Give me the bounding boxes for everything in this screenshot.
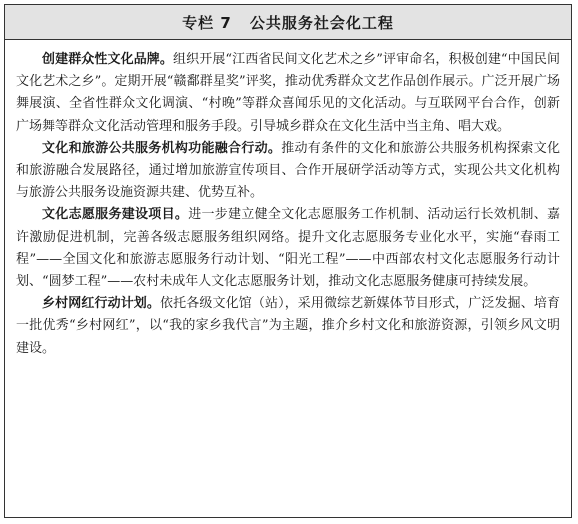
paragraph-lead: 文化和旅游公共服务机构功能融合行动。 <box>42 140 282 156</box>
paragraph-volunteer-service <box>16 204 560 293</box>
paragraph-text: 进一步建立健全文化志愿服务工作机制、活动运行长效机制、嘉许激励促进机制，完善各级志愿服务组织网络。提升文化志愿服务专业化水平，实施“春雨工程”——全国文化和旅游志愿服务行动计划、“阳光工程”——中西部农村文化志愿服务行动计划、“圆梦工程”——农村未成年人文化志愿服务计划，推动文化志愿服务健康可持续发展。 <box>16 207 560 290</box>
paragraph-lead: 文化志愿服务建设项目。 <box>42 207 189 223</box>
paragraph-text: 组织开展“江西省民间文化艺术之乡”评审命名，积极创建“中国民间文化艺术之乡”。定期开展“赣鄱群星奖”评奖，推动优秀群众文艺作品创作展示。广泛开展广场舞展演、全省性群众文化调演、“村晚”等群众喜闻乐见的文化活动。与互联网平台合作，创新广场舞等群众文化活动管理和服务手段。引导城乡群众在文化生活中当主角、唱大戏。 <box>16 52 560 134</box>
paragraph-text: 依托各级文化馆（站），采用微综艺新媒体节目形式，广泛发掘、培育一批优秀“乡村网红”，以“我的家乡我代言”为主题，推介乡村文化和旅游资源，引领乡风文明建设。 <box>16 296 560 356</box>
column-header <box>5 5 571 40</box>
paragraph-text: 推动有条件的文化和旅游公共服务机构探索文化和旅游融合发展路径，通过增加旅游宣传项目、合作开展研学活动等方式，实现公共文化机构与旅游公共服务设施资源共建、优势互补。 <box>16 140 560 201</box>
paragraph-lead: 创建群众性文化品牌。 <box>42 52 174 67</box>
paragraph-service-integration <box>16 138 560 205</box>
paragraph-cultural-brand <box>16 49 560 138</box>
column-title: 公共服务社会化工程 <box>249 13 394 32</box>
paragraph-rural-influencer <box>16 293 560 360</box>
column-body <box>5 40 571 360</box>
paragraph-lead: 乡村网红行动计划。 <box>42 296 161 312</box>
column-label: 专栏 7 <box>182 13 232 32</box>
column-box <box>4 4 572 518</box>
